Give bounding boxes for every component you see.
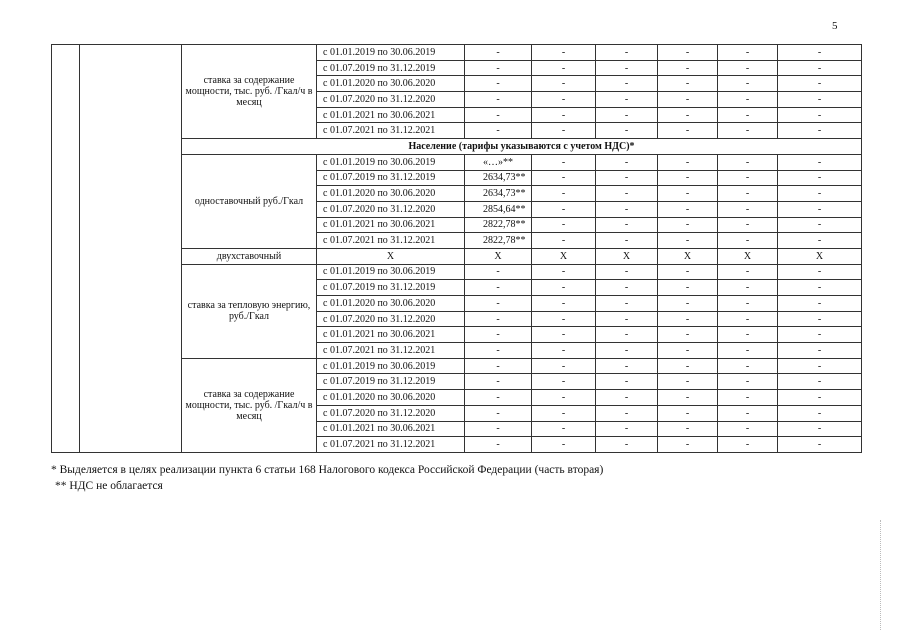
empty-value: -: [465, 327, 532, 343]
period-cell: с 01.01.2019 по 30.06.2019: [317, 154, 465, 170]
empty-value: -: [658, 60, 718, 76]
period-cell: с 01.01.2020 по 30.06.2020: [317, 186, 465, 202]
empty-value: -: [778, 170, 862, 186]
empty-value: -: [596, 60, 658, 76]
tariff-name-cell: [80, 45, 182, 453]
empty-value: -: [658, 186, 718, 202]
empty-value: -: [778, 374, 862, 390]
empty-value: -: [658, 76, 718, 92]
period-cell: с 01.07.2021 по 31.12.2021: [317, 437, 465, 453]
empty-value: -: [718, 233, 778, 249]
empty-value: -: [658, 92, 718, 108]
empty-value: -: [532, 264, 596, 280]
period-cell: с 01.07.2020 по 31.12.2020: [317, 311, 465, 327]
empty-value: -: [596, 327, 658, 343]
empty-value: -: [465, 374, 532, 390]
empty-value: -: [532, 327, 596, 343]
empty-value: -: [718, 280, 778, 296]
empty-value: -: [658, 217, 718, 233]
footnotes: [51, 462, 603, 494]
empty-value: -: [778, 280, 862, 296]
empty-value: -: [465, 405, 532, 421]
period-cell: с 01.07.2020 по 31.12.2020: [317, 92, 465, 108]
empty-value: -: [596, 107, 658, 123]
empty-value: -: [465, 264, 532, 280]
period-cell: с 01.07.2021 по 31.12.2021: [317, 123, 465, 139]
empty-value: -: [658, 280, 718, 296]
empty-value: -: [778, 233, 862, 249]
empty-value: -: [596, 374, 658, 390]
empty-value: -: [596, 201, 658, 217]
empty-value: -: [532, 374, 596, 390]
tariff-value: 2854,64**: [465, 201, 532, 217]
empty-value: -: [658, 343, 718, 359]
empty-value: -: [532, 358, 596, 374]
empty-value: -: [532, 123, 596, 139]
empty-value: -: [718, 437, 778, 453]
empty-value: -: [596, 233, 658, 249]
empty-value: -: [532, 437, 596, 453]
rate-label: ставка за тепловую энергию, руб./Гкал: [182, 264, 317, 358]
period-cell: с 01.07.2020 по 31.12.2020: [317, 405, 465, 421]
empty-value: -: [596, 358, 658, 374]
empty-value: -: [778, 405, 862, 421]
empty-value: -: [658, 374, 718, 390]
empty-value: -: [778, 107, 862, 123]
empty-value: -: [465, 76, 532, 92]
empty-value: -: [596, 76, 658, 92]
empty-value: -: [718, 123, 778, 139]
empty-value: -: [596, 45, 658, 61]
empty-value: -: [596, 437, 658, 453]
empty-value: -: [778, 343, 862, 359]
empty-value: -: [465, 296, 532, 312]
empty-value: -: [658, 327, 718, 343]
empty-value: -: [465, 45, 532, 61]
empty-value: -: [596, 405, 658, 421]
empty-value: -: [718, 264, 778, 280]
empty-value: -: [658, 233, 718, 249]
empty-value: -: [778, 154, 862, 170]
empty-value: -: [596, 217, 658, 233]
empty-value: -: [718, 154, 778, 170]
empty-value: -: [532, 154, 596, 170]
tariff-table: [51, 44, 862, 453]
empty-value: -: [532, 405, 596, 421]
empty-value: -: [658, 405, 718, 421]
empty-value: -: [532, 233, 596, 249]
empty-value: -: [778, 296, 862, 312]
empty-value: -: [532, 45, 596, 61]
empty-value: -: [596, 311, 658, 327]
period-cell: с 01.01.2021 по 30.06.2021: [317, 421, 465, 437]
empty-value: -: [658, 358, 718, 374]
empty-value: -: [718, 358, 778, 374]
empty-value: -: [718, 92, 778, 108]
empty-value: -: [658, 107, 718, 123]
empty-value: -: [596, 280, 658, 296]
period-cell: с 01.01.2021 по 30.06.2021: [317, 327, 465, 343]
empty-value: -: [532, 390, 596, 406]
period-cell: с 01.07.2019 по 31.12.2019: [317, 280, 465, 296]
empty-value: -: [465, 390, 532, 406]
empty-value: -: [778, 76, 862, 92]
empty-value: -: [658, 437, 718, 453]
section-header: Население (тарифы указываются с учетом НДС)*: [182, 139, 862, 155]
empty-value: -: [658, 201, 718, 217]
empty-value: -: [718, 170, 778, 186]
rate-label: двухставочный: [182, 248, 317, 264]
period-cell: с 01.01.2019 по 30.06.2019: [317, 45, 465, 61]
rate-label: ставка за содержание мощности, тыс. руб. /Гкал/ч в месяц: [182, 358, 317, 452]
empty-value: -: [778, 390, 862, 406]
empty-value: -: [532, 107, 596, 123]
empty-value: -: [596, 186, 658, 202]
table-row: [52, 45, 862, 61]
empty-value: -: [778, 60, 862, 76]
empty-value: -: [778, 45, 862, 61]
empty-value: -: [465, 437, 532, 453]
period-cell: с 01.07.2019 по 31.12.2019: [317, 170, 465, 186]
empty-value: -: [658, 123, 718, 139]
footnote-vat: * Выделяется в целях реализации пункта 6 статьи 168 Налогового кодекса Российской Федерации (часть вторая): [51, 464, 604, 476]
tariff-table-body: [52, 45, 862, 453]
empty-value: -: [532, 311, 596, 327]
empty-value: -: [778, 437, 862, 453]
not-applicable-mark: Х: [317, 248, 465, 264]
empty-value: -: [596, 296, 658, 312]
empty-value: -: [718, 76, 778, 92]
empty-value: -: [718, 421, 778, 437]
empty-value: -: [532, 186, 596, 202]
empty-value: -: [465, 421, 532, 437]
empty-value: -: [718, 343, 778, 359]
empty-value: -: [532, 421, 596, 437]
empty-value: -: [658, 154, 718, 170]
empty-value: -: [596, 154, 658, 170]
period-cell: с 01.01.2021 по 30.06.2021: [317, 107, 465, 123]
not-applicable-mark: Х: [532, 248, 596, 264]
period-cell: с 01.01.2021 по 30.06.2021: [317, 217, 465, 233]
empty-value: -: [596, 92, 658, 108]
not-applicable-mark: Х: [596, 248, 658, 264]
not-applicable-mark: Х: [465, 248, 532, 264]
empty-value: -: [778, 217, 862, 233]
empty-value: -: [596, 123, 658, 139]
period-cell: с 01.01.2020 по 30.06.2020: [317, 296, 465, 312]
empty-value: -: [465, 311, 532, 327]
empty-value: -: [532, 343, 596, 359]
empty-value: -: [658, 170, 718, 186]
empty-value: -: [718, 405, 778, 421]
period-cell: с 01.07.2020 по 31.12.2020: [317, 201, 465, 217]
period-cell: с 01.01.2020 по 30.06.2020: [317, 390, 465, 406]
empty-value: -: [718, 390, 778, 406]
period-cell: с 01.01.2019 по 30.06.2019: [317, 358, 465, 374]
empty-value: -: [596, 343, 658, 359]
empty-value: -: [596, 170, 658, 186]
empty-value: -: [778, 264, 862, 280]
empty-value: -: [465, 107, 532, 123]
empty-value: -: [465, 343, 532, 359]
empty-value: -: [532, 60, 596, 76]
empty-value: -: [658, 421, 718, 437]
period-cell: с 01.07.2019 по 31.12.2019: [317, 374, 465, 390]
empty-value: -: [465, 358, 532, 374]
empty-value: -: [596, 264, 658, 280]
tariff-value: 2634,73**: [465, 170, 532, 186]
not-applicable-mark: Х: [778, 248, 862, 264]
empty-value: -: [532, 280, 596, 296]
period-cell: с 01.01.2019 по 30.06.2019: [317, 264, 465, 280]
empty-value: -: [465, 60, 532, 76]
not-applicable-mark: Х: [658, 248, 718, 264]
empty-value: -: [718, 311, 778, 327]
row-number-cell: [52, 45, 80, 453]
empty-value: -: [465, 123, 532, 139]
empty-value: -: [778, 311, 862, 327]
empty-value: -: [658, 45, 718, 61]
rate-label: ставка за содержание мощности, тыс. руб. /Гкал/ч в месяц: [182, 45, 317, 139]
empty-value: -: [718, 107, 778, 123]
empty-value: -: [718, 374, 778, 390]
empty-value: -: [532, 170, 596, 186]
empty-value: -: [778, 123, 862, 139]
empty-value: -: [718, 186, 778, 202]
tariff-value: 2822,78**: [465, 233, 532, 249]
empty-value: -: [532, 217, 596, 233]
tariff-value: 2634,73**: [465, 186, 532, 202]
footnote-no-vat: ** НДС не облагается: [55, 480, 163, 492]
empty-value: -: [596, 390, 658, 406]
empty-value: -: [532, 201, 596, 217]
empty-value: -: [778, 92, 862, 108]
empty-value: -: [532, 76, 596, 92]
empty-value: -: [658, 311, 718, 327]
period-cell: с 01.07.2019 по 31.12.2019: [317, 60, 465, 76]
empty-value: -: [778, 358, 862, 374]
empty-value: -: [658, 296, 718, 312]
empty-value: -: [465, 92, 532, 108]
empty-value: -: [465, 280, 532, 296]
empty-value: -: [532, 296, 596, 312]
empty-value: -: [778, 327, 862, 343]
empty-value: -: [718, 327, 778, 343]
empty-value: -: [532, 92, 596, 108]
empty-value: -: [778, 421, 862, 437]
tariff-value: «…»**: [465, 154, 532, 170]
period-cell: с 01.01.2020 по 30.06.2020: [317, 76, 465, 92]
period-cell: с 01.07.2021 по 31.12.2021: [317, 233, 465, 249]
empty-value: -: [658, 390, 718, 406]
empty-value: -: [718, 45, 778, 61]
empty-value: -: [596, 421, 658, 437]
empty-value: -: [718, 217, 778, 233]
rate-label: одноставочный руб./Гкал: [182, 154, 317, 248]
page-number: 5: [832, 20, 838, 32]
period-cell: с 01.07.2021 по 31.12.2021: [317, 343, 465, 359]
empty-value: -: [718, 296, 778, 312]
not-applicable-mark: Х: [718, 248, 778, 264]
empty-value: -: [778, 201, 862, 217]
tariff-value: 2822,78**: [465, 217, 532, 233]
empty-value: -: [778, 186, 862, 202]
empty-value: -: [658, 264, 718, 280]
empty-value: -: [718, 201, 778, 217]
empty-value: -: [718, 60, 778, 76]
margin-line: [880, 520, 881, 630]
